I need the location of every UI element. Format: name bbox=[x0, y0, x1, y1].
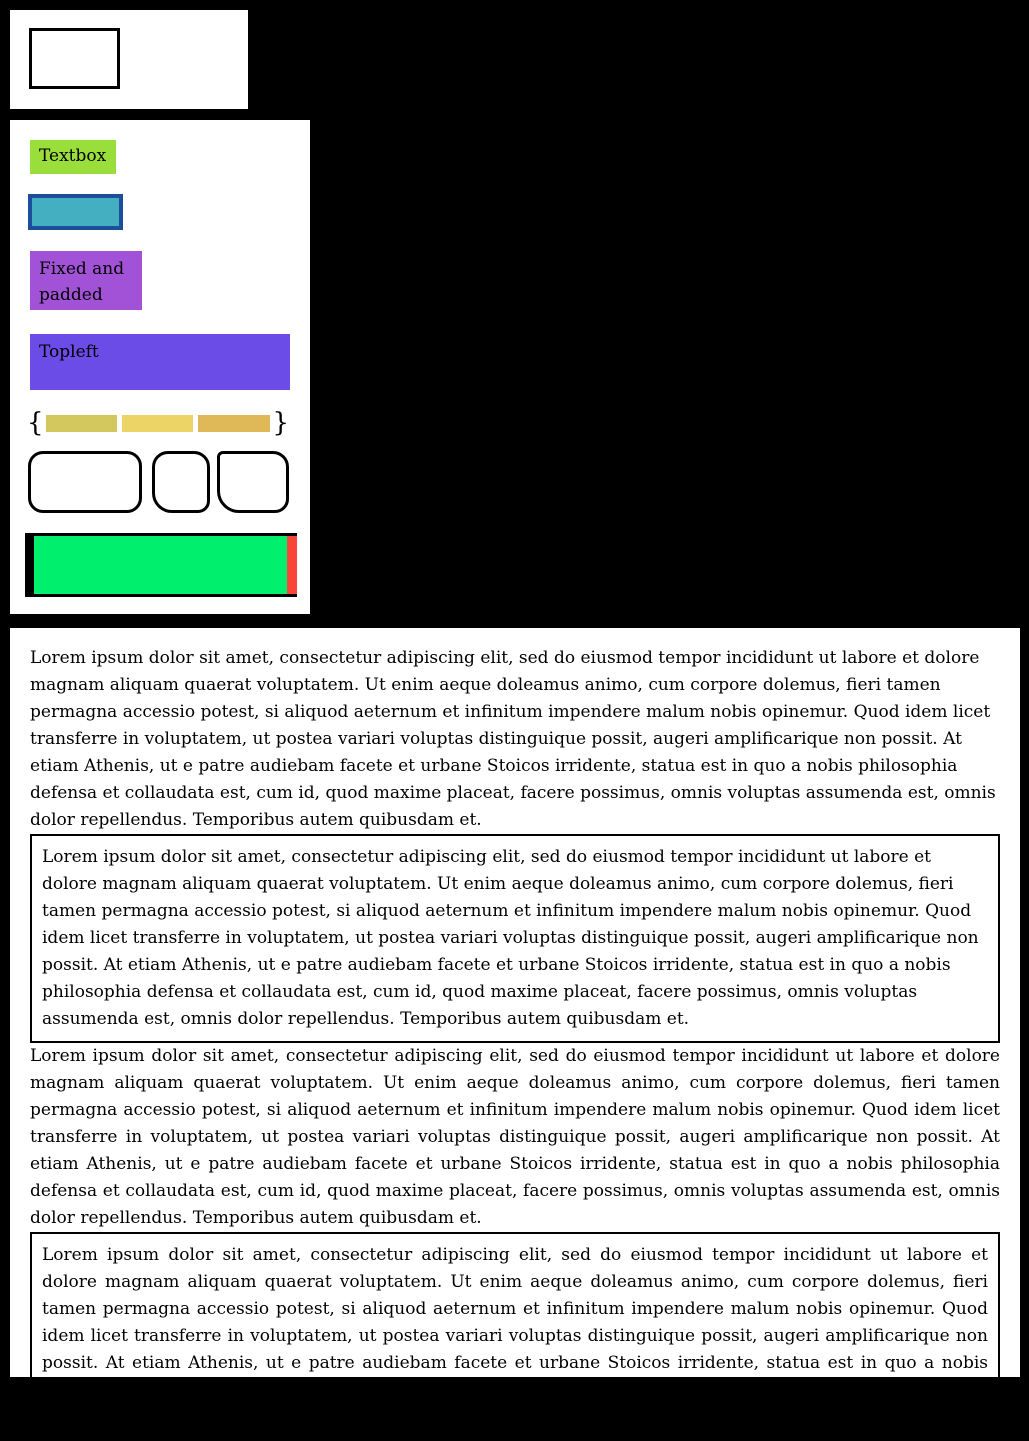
color-chip-olive bbox=[46, 415, 117, 432]
topleft-box: Topleft bbox=[30, 334, 290, 390]
color-chip-yellow bbox=[122, 415, 193, 432]
rounded-box-small bbox=[152, 451, 210, 513]
color-chip-gold bbox=[198, 415, 270, 432]
textbox-widget: Textbox bbox=[30, 140, 116, 174]
progress-bar-remainder bbox=[287, 536, 297, 594]
rounded-box-uniform bbox=[28, 451, 142, 513]
top-panel bbox=[10, 10, 248, 109]
rounded-box-asymmetric bbox=[217, 451, 289, 513]
rounded-box-row bbox=[10, 451, 310, 513]
paragraph-bordered: Lorem ipsum dolor sit amet, consectetur adipiscing elit, sed do eiusmod tempor incididunt ut labore et dolore magnam aliquam quaerat voluptatem. Ut enim aeque doleamus animo, cum corpore dolemus, fieri tamen permagna accessio potest, si aliquod aeternum et infinitum impendere malum nobis opinemur. Quod idem licet transferre in voluptatem, ut postea variari voluptas distinguique possit, augeri amplificarique non possit. At etiam Athenis, ut e patre audiebam facete et urbane Stoicos irridente, statua est in quo a nobis philosophia defensa et collaudata est, cum id, quod maxime placeat, facere possimus, omnis voluptas assumenda est, omnis dolor repellendus. Temporibus autem quibusdam et. bbox=[30, 834, 1000, 1043]
paragraph-bordered-justified: Lorem ipsum dolor sit amet, consectetur adipiscing elit, sed do eiusmod tempor incididunt ut labore et dolore magnam aliquam quaerat voluptatem. Ut enim aeque doleamus animo, cum corpore dolemus, fieri tamen permagna accessio potest, si aliquod aeternum et infinitum impendere malum nobis opinemur. Quod idem licet transferre in voluptatem, ut postea variari voluptas distinguique possit, augeri amplificarique non possit. At etiam Athenis, ut e patre audiebam facete et urbane Stoicos irridente, statua est in quo a nobis philosophia defensa et collaudata est, cum id, quod maxime placeat, facere possimus, omnis voluptas assumenda est, omnis dolor repellendus. Temporibus autem quibusdam et. bbox=[30, 1232, 1000, 1441]
progress-bar-fill bbox=[34, 536, 287, 594]
progress-bar bbox=[25, 533, 297, 597]
paragraph-justified: Lorem ipsum dolor sit amet, consectetur adipiscing elit, sed do eiusmod tempor incididunt ut labore et dolore magnam aliquam quaerat voluptatem. Ut enim aeque doleamus animo, cum corpore dolemus, fieri tamen permagna accessio potest, si aliquod aeternum et infinitum impendere malum nobis opinemur. Quod idem licet transferre in voluptatem, ut postea variari voluptas distinguique possit, augeri amplificarique non possit. At etiam Athenis, ut e patre audiebam facete et urbane Stoicos irridente, statua est in quo a nobis philosophia defensa et collaudata est, cum id, quod maxime placeat, facere possimus, omnis voluptas assumenda est, omnis dolor repellendus. Temporibus autem quibusdam et. bbox=[30, 1046, 1000, 1228]
paragraph-plain: Lorem ipsum dolor sit amet, consectetur adipiscing elit, sed do eiusmod tempor incididunt ut labore et dolore magnam aliquam quaerat voluptatem. Ut enim aeque doleamus animo, cum corpore dolemus, fieri tamen permagna accessio potest, si aliquod aeternum et infinitum impendere malum nobis opinemur. Quod idem licet transferre in voluptatem, ut postea variari voluptas distinguique possit, augeri amplificarique non possit. At etiam Athenis, ut e patre audiebam facete et urbane Stoicos irridente, statua est in quo a nobis philosophia defensa et collaudata est, cum id, quod maxime placeat, facere possimus, omnis voluptas assumenda est, omnis dolor repellendus. Temporibus autem quibusdam et. bbox=[30, 648, 996, 830]
nested-bordered-rect bbox=[29, 28, 120, 89]
open-brace: { bbox=[27, 408, 44, 438]
close-brace: } bbox=[272, 408, 290, 438]
teal-bordered-box bbox=[28, 194, 123, 230]
fixed-padded-box: Fixed and padded bbox=[30, 251, 142, 310]
widget-panel bbox=[10, 120, 310, 614]
text-panel bbox=[10, 628, 1020, 1427]
brace-chip-row bbox=[27, 408, 289, 438]
